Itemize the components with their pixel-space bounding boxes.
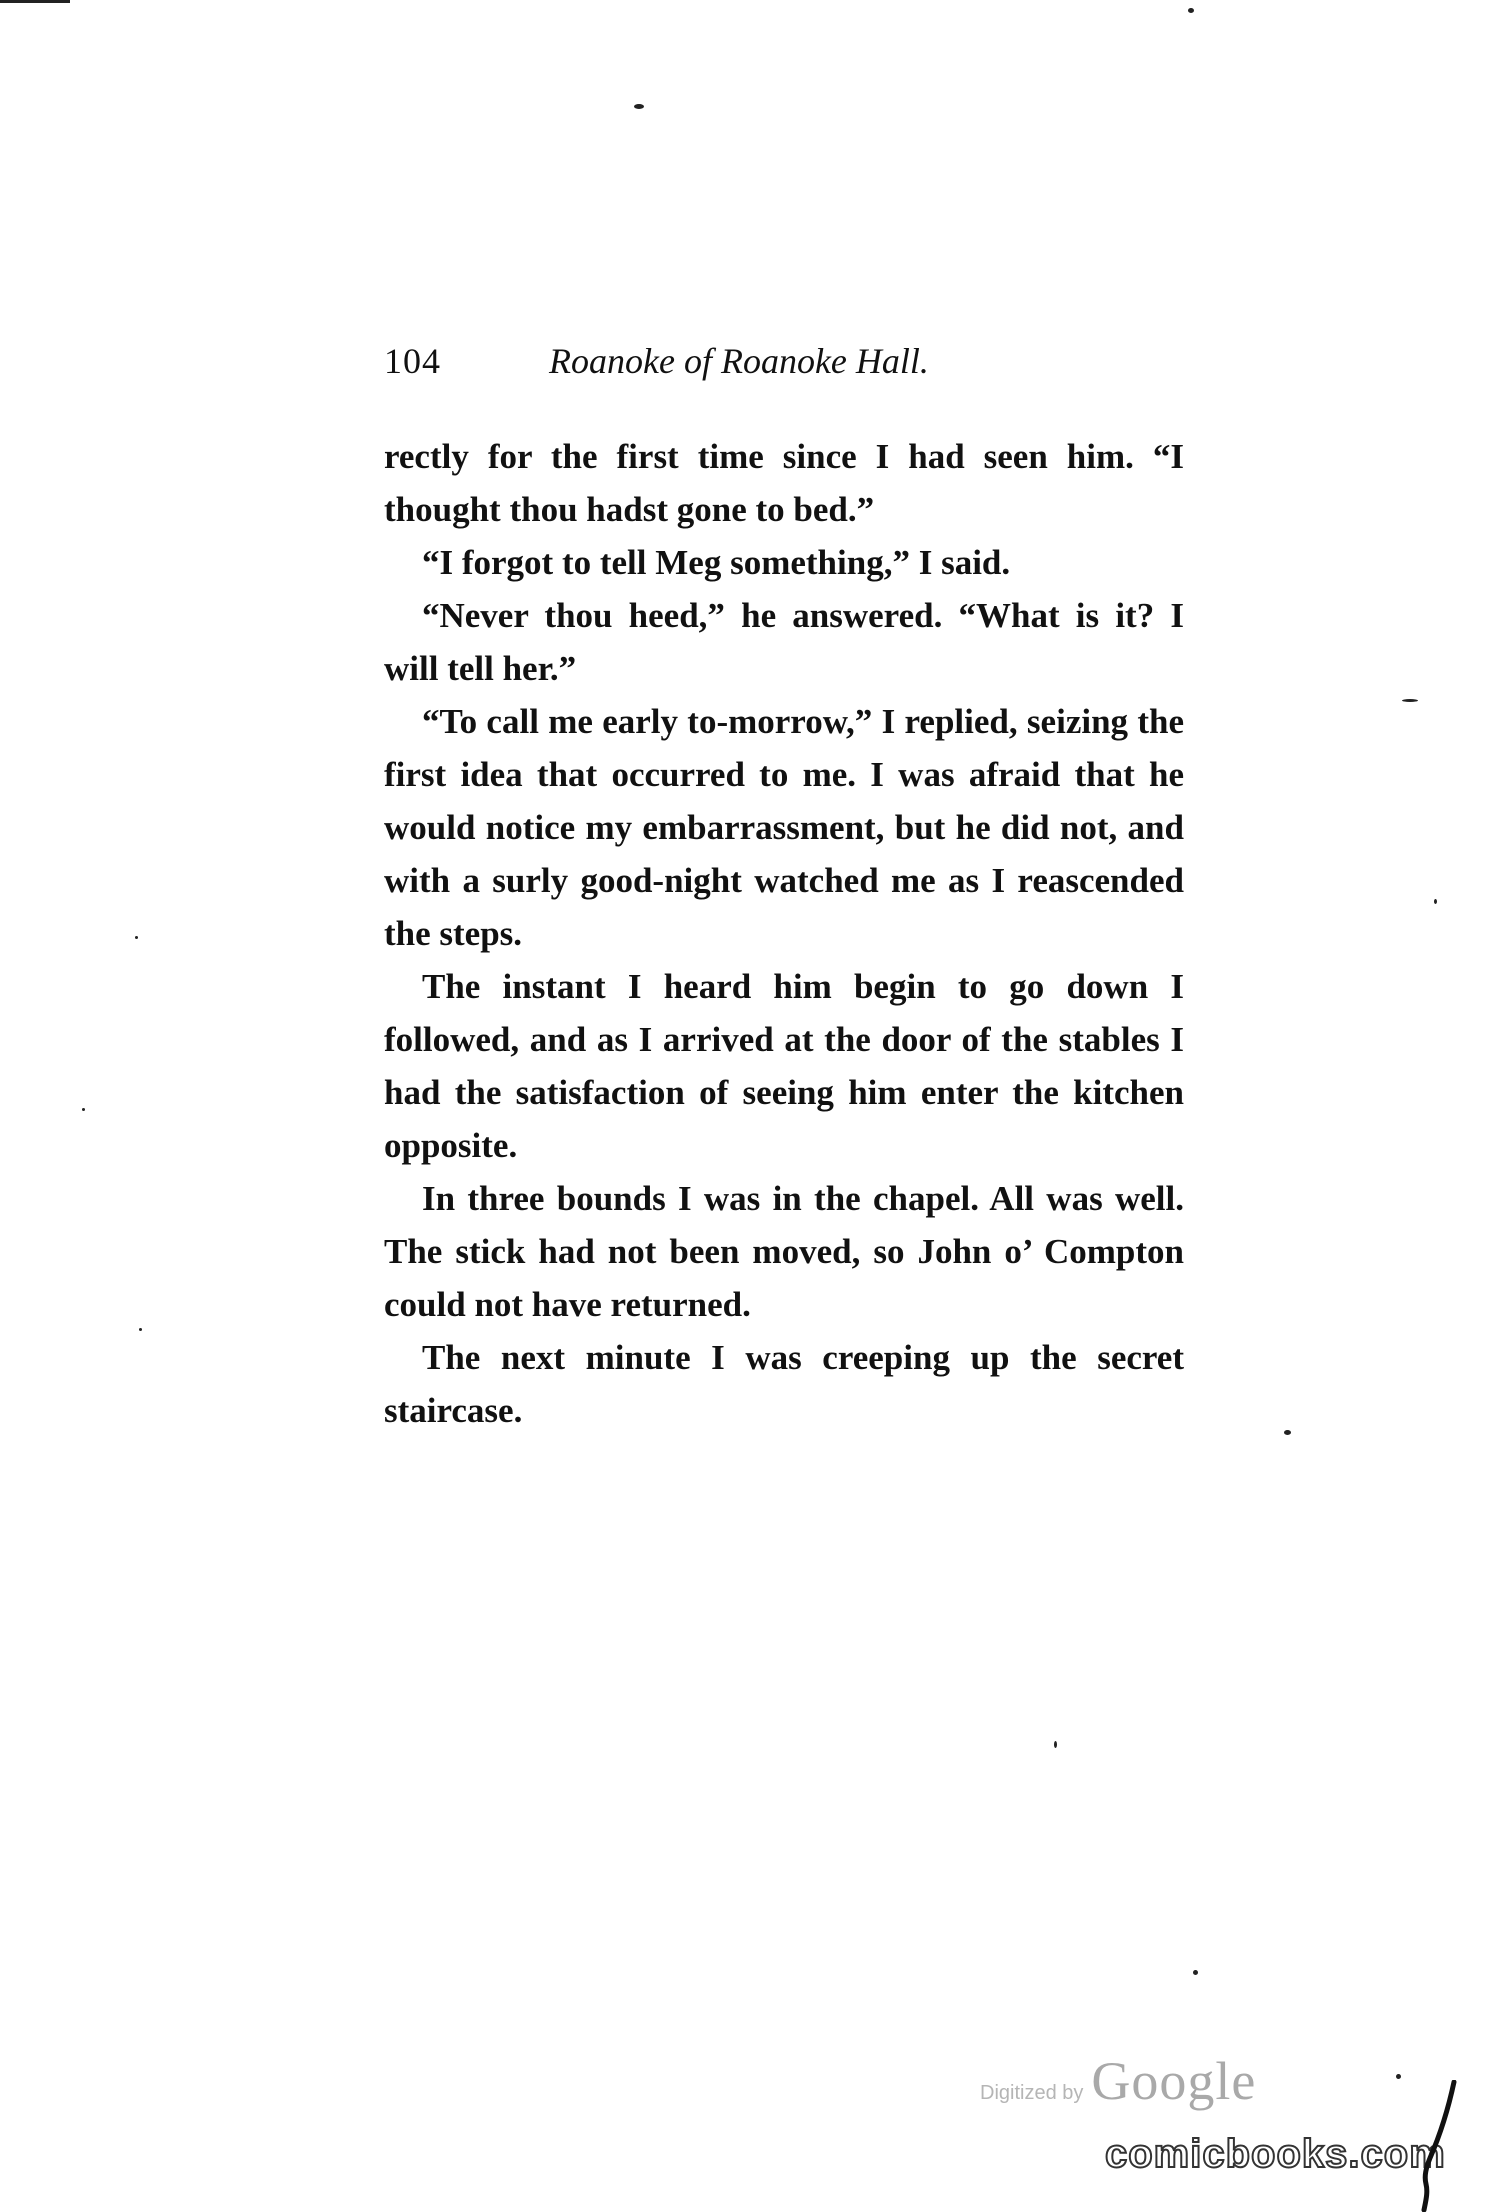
speck bbox=[1434, 899, 1437, 904]
speck bbox=[634, 104, 644, 109]
paragraph: “Never thou heed,” he answered. “What is it? I will tell her.” bbox=[384, 596, 1184, 688]
paragraph: “To call me early to-morrow,” I replied, seizing the first idea that occurred to me. I was afraid that he would notice my embarrassment, but he did not, and with a surly good-night watched me as I reascended the steps. bbox=[384, 702, 1184, 953]
paragraph: In three bounds I was in the chapel. All was well. The stick had not been moved, so John o’ Compton could not have returned. bbox=[384, 1179, 1184, 1324]
google-wordmark: Google bbox=[1091, 2051, 1257, 2111]
speck bbox=[1054, 1741, 1057, 1748]
paragraph: “I forgot to tell Meg something,” I said. bbox=[422, 543, 1011, 582]
page-number: 104 bbox=[384, 341, 441, 381]
speck bbox=[1284, 1430, 1291, 1435]
digitized-label: Digitized by bbox=[980, 2082, 1084, 2104]
speck bbox=[1402, 699, 1418, 702]
body-text bbox=[384, 430, 1184, 1437]
paragraph: The next minute I was creeping up the secret staircase. bbox=[384, 1338, 1184, 1430]
paragraph: rectly for the first time since I had seen him. “I thought thou hadst gone to bed.” bbox=[384, 437, 1184, 529]
digitized-by-google-mark bbox=[980, 2050, 1256, 2110]
speck bbox=[1396, 2074, 1401, 2079]
pen-stroke-mark bbox=[1420, 2080, 1460, 2212]
speck bbox=[1193, 1970, 1198, 1975]
paragraph: The instant I heard him begin to go down I followed, and as I arrived at the door of the stables I had the satisfaction of seeing him enter the kitchen opposite. bbox=[384, 967, 1184, 1165]
running-title: Roanoke of Roanoke Hall. bbox=[549, 341, 929, 381]
site-watermark: comicbooks.com bbox=[1105, 2132, 1446, 2176]
speck bbox=[135, 936, 138, 939]
page-header bbox=[384, 340, 1184, 390]
speck bbox=[139, 1328, 142, 1331]
speck bbox=[1188, 8, 1194, 13]
top-edge-rule bbox=[0, 0, 70, 3]
speck bbox=[82, 1108, 85, 1111]
